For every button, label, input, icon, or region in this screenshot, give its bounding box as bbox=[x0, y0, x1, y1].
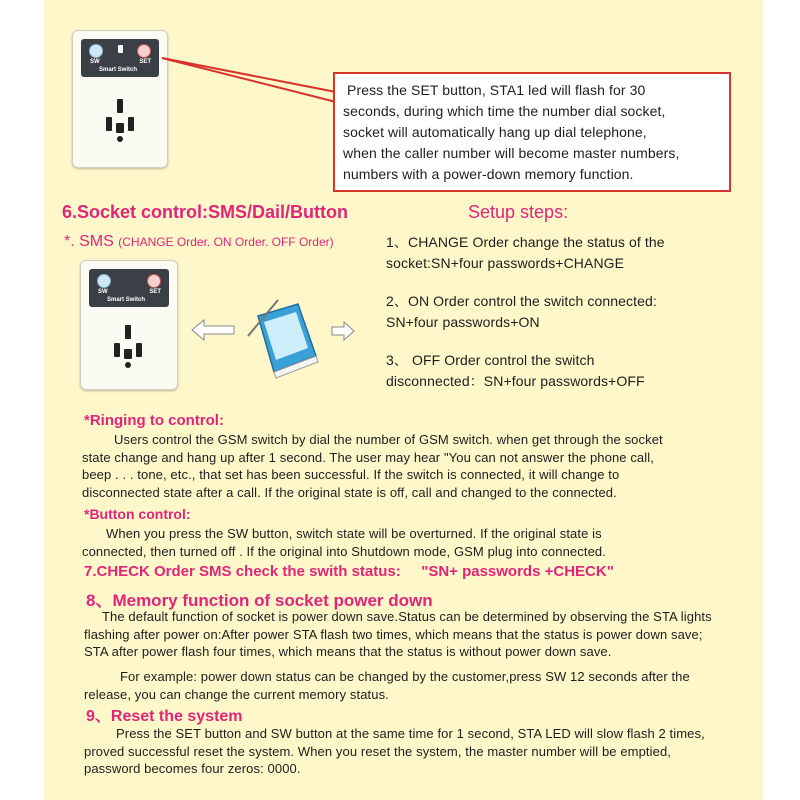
callout-line: numbers with a power-down memory function. bbox=[343, 166, 634, 182]
callout-line: socket will automatically hang up dial telephone, bbox=[343, 124, 647, 140]
sw-label: SW bbox=[90, 59, 100, 65]
step-3-line: disconnected：SN+four passwords+OFF bbox=[386, 373, 645, 389]
step-2-line: 2、ON Order control the switch connected: bbox=[386, 293, 657, 309]
section-6-title: 6.Socket control:SMS/Dail/Button bbox=[62, 202, 349, 222]
button-control-paragraph bbox=[82, 525, 752, 560]
setup-steps-heading: Setup steps: bbox=[468, 202, 569, 222]
section-8-line: flashing after power on:After power STA flash two times, which means that the status is power down save; bbox=[84, 626, 703, 642]
section-8-title: 8、Memory function of socket power down bbox=[86, 591, 433, 610]
section-8-line: STA after power flash four times, which means that the status is without power down save. bbox=[84, 644, 612, 659]
ringing-line: state change and hang up after 1 second. The user may hear "You can not answer the phone call, bbox=[82, 449, 654, 465]
control-panel bbox=[81, 39, 159, 77]
section-8-example bbox=[84, 668, 764, 703]
button-control-line: When you press the SW button, switch state will be overturned. If the original state is bbox=[106, 526, 602, 541]
sms-prefix: *. SMS bbox=[64, 233, 114, 250]
sms-subtitle: (CHANGE Order. ON Order. OFF Order) bbox=[118, 235, 334, 249]
set-button-icon bbox=[137, 44, 151, 58]
set-label: SET bbox=[139, 59, 151, 65]
sw-button-icon bbox=[97, 274, 111, 288]
set-button-callout bbox=[333, 72, 731, 192]
section-9-line: Press the SET button and SW button at the same time for 1 second, STA LED will slow flash 2 times, bbox=[116, 726, 705, 741]
callout-line: seconds, during which time the number dial socket, bbox=[343, 103, 666, 119]
mobile-phone-icon bbox=[238, 296, 328, 387]
step-1-line: socket:SN+four passwords+CHANGE bbox=[386, 255, 625, 271]
section-9-line: password becomes four zeros: 0000. bbox=[84, 761, 301, 776]
right-arrow-icon bbox=[330, 320, 356, 347]
control-panel bbox=[89, 269, 169, 307]
device-name: Smart Switch bbox=[99, 67, 138, 73]
section-7-title: 7.CHECK Order SMS check the swith status: bbox=[84, 563, 401, 580]
section-9-title: 9、Reset the system bbox=[86, 708, 243, 725]
button-control-title: *Button control: bbox=[84, 506, 191, 522]
smart-switch-image-middle bbox=[80, 260, 178, 390]
section-9-paragraph bbox=[84, 725, 764, 778]
check-command: "SN+ passwords +CHECK" bbox=[421, 563, 614, 580]
left-arrow-icon bbox=[190, 318, 236, 347]
ringing-paragraph bbox=[82, 431, 752, 501]
socket-outlet-icon bbox=[103, 97, 137, 145]
callout-line: Press the SET button, STA1 led will flash for 30 bbox=[347, 82, 646, 98]
step-2-line: SN+four passwords+ON bbox=[386, 314, 540, 330]
sw-button-icon bbox=[89, 44, 103, 58]
device-name: Smart Switch bbox=[107, 297, 146, 303]
callout-line: when the caller number will become master numbers, bbox=[343, 145, 680, 161]
section-8-line: The default function of socket is power down save.Status can be determined by observing the STA lights bbox=[102, 609, 712, 624]
smart-switch-image-top bbox=[72, 30, 168, 168]
callout-pointer bbox=[160, 52, 340, 112]
ringing-line: beep . . . tone, etc., that set has been successful. If the switch is connected, it will change to bbox=[82, 467, 620, 482]
callout-text bbox=[343, 80, 679, 185]
section-8-paragraph bbox=[84, 608, 764, 661]
button-control-line: connected, then turned off . If the original into Shutdown mode, GSM plug into connected. bbox=[82, 543, 606, 559]
step-1-line: 1、CHANGE Order change the status of the bbox=[386, 234, 665, 250]
socket-outlet-icon bbox=[111, 323, 145, 371]
setup-steps-list bbox=[386, 232, 746, 392]
section-9-line: proved successful reset the system. When you reset the system, the master number will be emptied, bbox=[84, 743, 671, 759]
set-button-icon bbox=[147, 274, 161, 288]
ringing-line: Users control the GSM switch by dial the number of GSM switch. when get through the socket bbox=[114, 432, 663, 447]
sw-label: SW bbox=[98, 289, 108, 295]
example-line: For example: power down status can be changed by the customer,press SW 12 seconds after the bbox=[120, 669, 690, 684]
example-line: release, you can change the current memory status. bbox=[84, 686, 389, 702]
ringing-line: disconnected state after a call. If the original state is off, call and changed to the connected. bbox=[82, 484, 617, 500]
set-label: SET bbox=[149, 289, 161, 295]
section-7 bbox=[84, 563, 614, 581]
sms-heading bbox=[64, 233, 334, 251]
step-3-line: 3、 OFF Order control the switch bbox=[386, 352, 595, 368]
sta-led-icon bbox=[118, 45, 123, 53]
ringing-title: *Ringing to control: bbox=[84, 412, 224, 429]
